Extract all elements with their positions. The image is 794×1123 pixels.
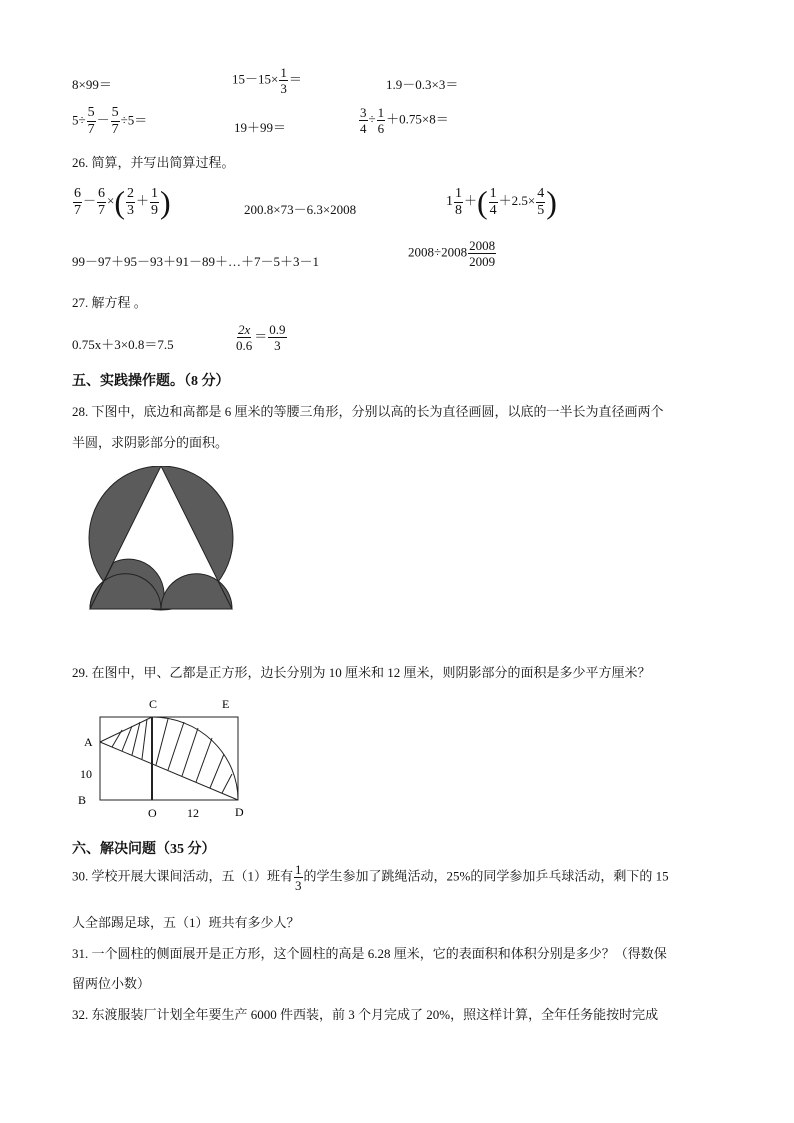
label-E: E [222,697,230,711]
q30-line-2: 人全部踢足球，五（1）班共有多少人？ [72,915,300,930]
q26-expr-2: 200.8×73－6.3×2008 [244,202,357,217]
q27-eq-1: 0.75x＋3×0.8＝7.5 [72,337,174,352]
label-A: A [84,735,93,749]
q26-expr-5: 2008÷2008 $\frac{2008}{2009}$ [408,238,496,269]
calc-2: 15－15× $\frac{1}{3}$ ＝ [232,65,302,96]
q26-label: 26. 简算，并写出简算过程。 [72,155,235,170]
q28-line-1: 28. 下图中，底边和高都是 6 厘米的等腰三角形，分别以高的长为直径画圆，以底的一半长为直径画两个 [72,404,664,419]
q30-line-1: 30. 学校开展大课间活动，五（1）班有 $\frac{1}{3}$ 的学生参加了跳绳活动，25%的同学参加乒乓球活动，剩下的 15 [72,862,669,893]
q29-figure [72,692,252,824]
q29-text: 29. 在图中，甲、乙都是正方形，边长分别为 10 厘米和 12 厘米，则阴影部分的面积是多少平方厘米？ [72,665,651,680]
label-10: 10 [80,767,92,781]
label-O: O [148,806,157,820]
label-B: B [78,793,87,807]
q31-line-2: 留两位小数） [72,976,151,991]
q26-expr-3: 1 $\frac{1}{8}$ ＋( $\frac{1}{4}$ ＋2.5× $\frac{4}{5}$ ) [446,184,557,220]
q28-line-2: 半圆，求阴影部分的面积。 [72,435,229,450]
q27-label: 27. 解方程 。 [72,295,147,310]
calc-6: $\frac{3}{4}$ ÷ $\frac{1}{6}$ ＋0.75×8＝ [360,105,449,136]
label-C: C [149,697,158,711]
q27-eq-2: $\frac{2x}{0.6}$ ＝ $\frac{0.9}{3}$ [236,322,286,353]
label-12: 12 [187,806,199,820]
q26-expr-4: 99－97＋95－93＋91－89＋…＋7－5＋3－1 [72,254,320,269]
q32-line-1: 32. 东渡服装厂计划全年要生产 6000 件西装，前 3 个月完成了 20%，照这样计算，全年任务能按时完成 [72,1007,659,1022]
q31-line-1: 31. 一个圆柱的侧面展开是正方形，这个圆柱的高是 6.28 厘米，它的表面积和体积分别是多少？（得数保 [72,946,667,961]
calc-4: 5÷ $\frac{5}{7}$ － $\frac{5}{7}$ ÷5＝ [72,105,148,137]
q26-expr-1: $\frac{6}{7}$ － $\frac{6}{7}$ ×( $\frac{2}{3}$ ＋ $\frac{1}{9}$ ) [74,184,171,220]
calc-3: 1.9－0.3×3＝ [386,77,459,92]
label-D: D [235,805,244,819]
section-6-title: 六、解决问题（35 分） [72,842,216,857]
calc-1: 8×99＝ [72,77,112,92]
calc-5: 19＋99＝ [234,120,287,135]
section-5-title: 五、实践操作题。（8 分） [72,374,230,389]
q28-figure [86,466,236,612]
